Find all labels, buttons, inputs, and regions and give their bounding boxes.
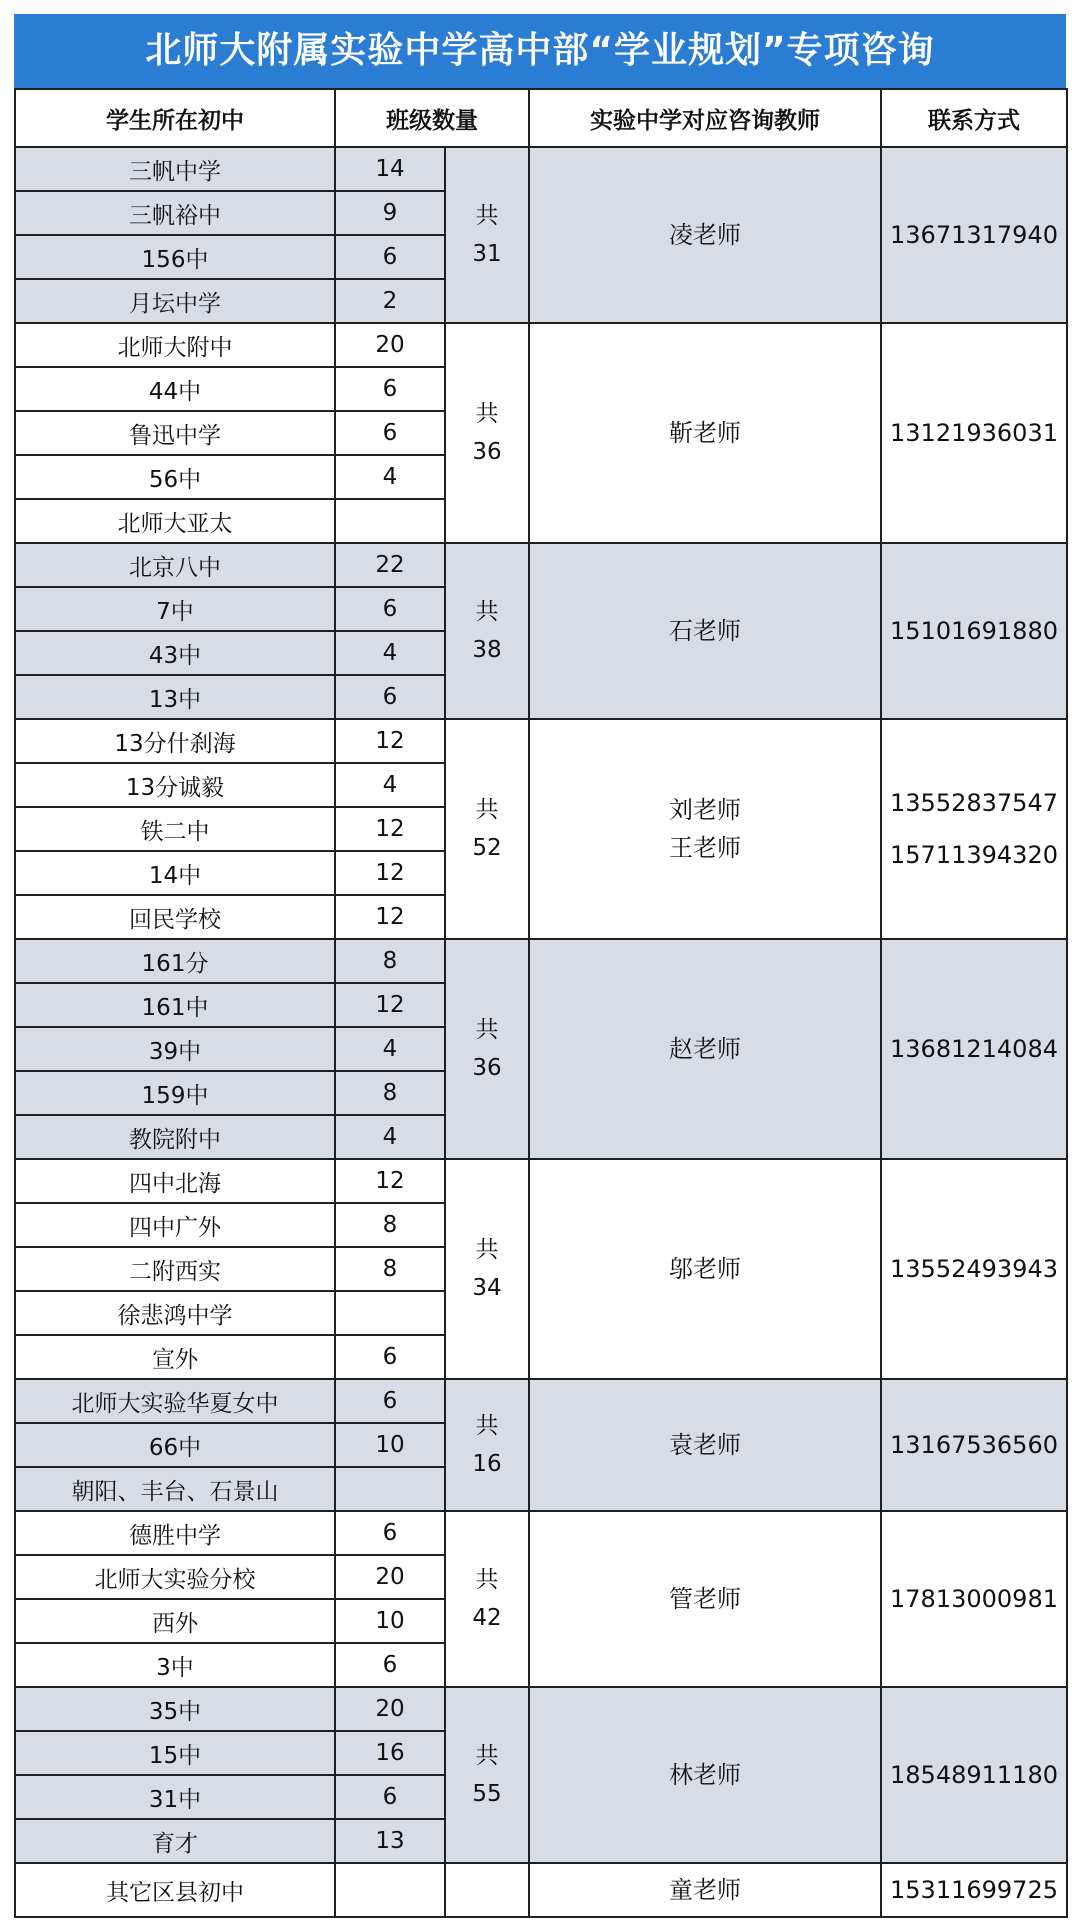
consult-table-container xyxy=(14,14,1066,1918)
table-row xyxy=(15,323,1067,367)
class-count-cell: 20 xyxy=(335,1687,445,1731)
school-name-cell: 13分诚毅 xyxy=(15,763,335,807)
class-count-cell: 4 xyxy=(335,455,445,499)
school-name-cell: 四中北海 xyxy=(15,1159,335,1203)
class-count-cell: 4 xyxy=(335,1115,445,1159)
class-count-cell: 12 xyxy=(335,1159,445,1203)
class-count-cell: 12 xyxy=(335,851,445,895)
teacher-name: 凌老师 xyxy=(669,221,741,249)
group-total-cell xyxy=(445,1863,529,1917)
table-row xyxy=(15,147,1067,191)
class-count-cell: 6 xyxy=(335,411,445,455)
class-count-cell: 6 xyxy=(335,235,445,279)
class-count-cell: 6 xyxy=(335,675,445,719)
class-count-cell: 22 xyxy=(335,543,445,587)
header-contact: 联系方式 xyxy=(881,89,1067,147)
class-count-cell: 16 xyxy=(335,1731,445,1775)
phone-number: 15101691880 xyxy=(890,617,1058,645)
table-row xyxy=(15,719,1067,763)
phone-number: 13552837547 xyxy=(890,789,1058,817)
phone-cell xyxy=(881,323,1067,543)
class-count-cell: 12 xyxy=(335,807,445,851)
school-name-cell: 161分 xyxy=(15,939,335,983)
table-row xyxy=(15,1687,1067,1731)
school-name-cell: 教院附中 xyxy=(15,1115,335,1159)
table-body xyxy=(15,147,1067,1917)
class-count-cell: 12 xyxy=(335,719,445,763)
school-name-cell: 3中 xyxy=(15,1643,335,1687)
teacher-name: 刘老师 xyxy=(669,796,741,824)
class-count-cell: 10 xyxy=(335,1423,445,1467)
school-name-cell: 三帆中学 xyxy=(15,147,335,191)
school-name-cell: 回民学校 xyxy=(15,895,335,939)
class-count-cell: 4 xyxy=(335,631,445,675)
school-name-cell: 39中 xyxy=(15,1027,335,1071)
phone-number: 15711394320 xyxy=(890,841,1058,869)
school-name-cell: 15中 xyxy=(15,1731,335,1775)
school-name-cell: 43中 xyxy=(15,631,335,675)
school-name-cell: 31中 xyxy=(15,1775,335,1819)
group-total-prefix: 共 xyxy=(475,1017,499,1043)
teacher-cell xyxy=(529,1379,881,1511)
group-total-prefix: 共 xyxy=(475,1237,499,1263)
class-count-cell: 8 xyxy=(335,939,445,983)
group-total-value: 42 xyxy=(472,1605,502,1631)
class-count-cell: 10 xyxy=(335,1599,445,1643)
class-count-cell: 6 xyxy=(335,1379,445,1423)
group-total-prefix: 共 xyxy=(475,1567,499,1593)
school-name-cell: 北京八中 xyxy=(15,543,335,587)
school-name-cell: 14中 xyxy=(15,851,335,895)
group-total-prefix: 共 xyxy=(475,599,499,625)
school-name-cell: 德胜中学 xyxy=(15,1511,335,1555)
class-count-cell: 9 xyxy=(335,191,445,235)
group-total-value: 52 xyxy=(472,835,502,861)
class-count-cell: 12 xyxy=(335,895,445,939)
school-name-cell: 56中 xyxy=(15,455,335,499)
teacher-cell: 童老师 xyxy=(529,1863,881,1917)
school-name-cell: 66中 xyxy=(15,1423,335,1467)
school-name-cell: 北师大附中 xyxy=(15,323,335,367)
school-name-cell: 其它区县初中 xyxy=(15,1863,335,1917)
group-total-value: 36 xyxy=(472,439,502,465)
table-row xyxy=(15,1159,1067,1203)
group-total-cell xyxy=(445,543,529,719)
school-name-cell: 铁二中 xyxy=(15,807,335,851)
teacher-name: 管老师 xyxy=(669,1585,741,1613)
phone-cell xyxy=(881,719,1067,939)
class-count-cell: 4 xyxy=(335,1027,445,1071)
table-row xyxy=(15,1511,1067,1555)
phone-cell xyxy=(881,1159,1067,1379)
school-name-cell: 北师大实验华夏女中 xyxy=(15,1379,335,1423)
school-name-cell: 35中 xyxy=(15,1687,335,1731)
phone-cell xyxy=(881,1379,1067,1511)
class-count-cell: 6 xyxy=(335,1643,445,1687)
class-count-cell: 6 xyxy=(335,367,445,411)
teacher-cell xyxy=(529,939,881,1159)
school-name-cell: 徐悲鸿中学 xyxy=(15,1291,335,1335)
class-count-cell xyxy=(335,1863,445,1917)
group-total-cell xyxy=(445,1159,529,1379)
class-count-cell: 8 xyxy=(335,1203,445,1247)
teacher-name: 王老师 xyxy=(669,834,741,862)
consult-table xyxy=(14,88,1068,1918)
school-name-cell: 44中 xyxy=(15,367,335,411)
group-total-cell xyxy=(445,323,529,543)
class-count-cell: 20 xyxy=(335,1555,445,1599)
teacher-name: 赵老师 xyxy=(669,1035,741,1063)
school-name-cell: 育才 xyxy=(15,1819,335,1863)
header-school: 学生所在初中 xyxy=(15,89,335,147)
school-name-cell: 13分什刹海 xyxy=(15,719,335,763)
teacher-name: 邬老师 xyxy=(669,1255,741,1283)
teacher-cell xyxy=(529,719,881,939)
group-total-value: 31 xyxy=(472,241,502,267)
class-count-cell xyxy=(335,1291,445,1335)
class-count-cell xyxy=(335,1467,445,1511)
group-total-value: 34 xyxy=(472,1275,502,1301)
group-total-cell xyxy=(445,719,529,939)
teacher-cell xyxy=(529,147,881,323)
header-teacher: 实验中学对应咨询教师 xyxy=(529,89,881,147)
phone-cell: 15311699725 xyxy=(881,1863,1067,1917)
phone-cell xyxy=(881,939,1067,1159)
table-row xyxy=(15,939,1067,983)
school-name-cell: 北师大亚太 xyxy=(15,499,335,543)
school-name-cell: 二附西实 xyxy=(15,1247,335,1291)
class-count-cell: 8 xyxy=(335,1071,445,1115)
group-total-cell xyxy=(445,147,529,323)
school-name-cell: 北师大实验分校 xyxy=(15,1555,335,1599)
group-total-value: 16 xyxy=(472,1451,502,1477)
school-name-cell: 月坛中学 xyxy=(15,279,335,323)
teacher-cell xyxy=(529,323,881,543)
group-total-cell xyxy=(445,939,529,1159)
school-name-cell: 宣外 xyxy=(15,1335,335,1379)
phone-number: 17813000981 xyxy=(890,1585,1058,1613)
school-name-cell: 四中广外 xyxy=(15,1203,335,1247)
teacher-name: 袁老师 xyxy=(669,1431,741,1459)
teacher-name: 石老师 xyxy=(669,617,741,645)
school-name-cell: 161中 xyxy=(15,983,335,1027)
class-count-cell: 6 xyxy=(335,1511,445,1555)
class-count-cell: 13 xyxy=(335,1819,445,1863)
table-row xyxy=(15,543,1067,587)
teacher-name: 林老师 xyxy=(669,1761,741,1789)
school-name-cell: 156中 xyxy=(15,235,335,279)
group-total-prefix: 共 xyxy=(475,1413,499,1439)
table-row xyxy=(15,1379,1067,1423)
group-total-prefix: 共 xyxy=(475,797,499,823)
school-name-cell: 7中 xyxy=(15,587,335,631)
class-count-cell: 12 xyxy=(335,983,445,1027)
phone-cell xyxy=(881,1687,1067,1863)
phone-number: 13671317940 xyxy=(890,221,1058,249)
group-total-value: 55 xyxy=(472,1781,502,1807)
school-name-cell: 鲁迅中学 xyxy=(15,411,335,455)
teacher-cell xyxy=(529,1511,881,1687)
teacher-cell xyxy=(529,543,881,719)
phone-number: 18548911180 xyxy=(890,1761,1058,1789)
school-name-cell: 朝阳、丰台、石景山 xyxy=(15,1467,335,1511)
header-row xyxy=(15,89,1067,147)
table-row-other xyxy=(15,1863,1067,1917)
page-title: 北师大附属实验中学高中部“学业规划”专项咨询 xyxy=(14,14,1066,88)
phone-cell xyxy=(881,147,1067,323)
teacher-cell xyxy=(529,1159,881,1379)
school-name-cell: 三帆裕中 xyxy=(15,191,335,235)
class-count-cell: 6 xyxy=(335,587,445,631)
phone-number: 13552493943 xyxy=(890,1255,1058,1283)
phone-number: 13681214084 xyxy=(890,1035,1058,1063)
phone-cell xyxy=(881,1511,1067,1687)
group-total-prefix: 共 xyxy=(475,203,499,229)
class-count-cell: 6 xyxy=(335,1775,445,1819)
group-total-prefix: 共 xyxy=(475,1743,499,1769)
class-count-cell xyxy=(335,499,445,543)
school-name-cell: 13中 xyxy=(15,675,335,719)
group-total-cell xyxy=(445,1379,529,1511)
class-count-cell: 4 xyxy=(335,763,445,807)
group-total-value: 36 xyxy=(472,1055,502,1081)
group-total-cell xyxy=(445,1511,529,1687)
phone-number: 13167536560 xyxy=(890,1431,1058,1459)
header-class-count: 班级数量 xyxy=(335,89,529,147)
group-total-cell xyxy=(445,1687,529,1863)
class-count-cell: 6 xyxy=(335,1335,445,1379)
phone-cell xyxy=(881,543,1067,719)
class-count-cell: 14 xyxy=(335,147,445,191)
teacher-name: 靳老师 xyxy=(669,419,741,447)
school-name-cell: 159中 xyxy=(15,1071,335,1115)
class-count-cell: 20 xyxy=(335,323,445,367)
phone-number: 13121936031 xyxy=(890,419,1058,447)
class-count-cell: 2 xyxy=(335,279,445,323)
school-name-cell: 西外 xyxy=(15,1599,335,1643)
group-total-prefix: 共 xyxy=(475,401,499,427)
teacher-cell xyxy=(529,1687,881,1863)
class-count-cell: 8 xyxy=(335,1247,445,1291)
group-total-value: 38 xyxy=(472,637,502,663)
